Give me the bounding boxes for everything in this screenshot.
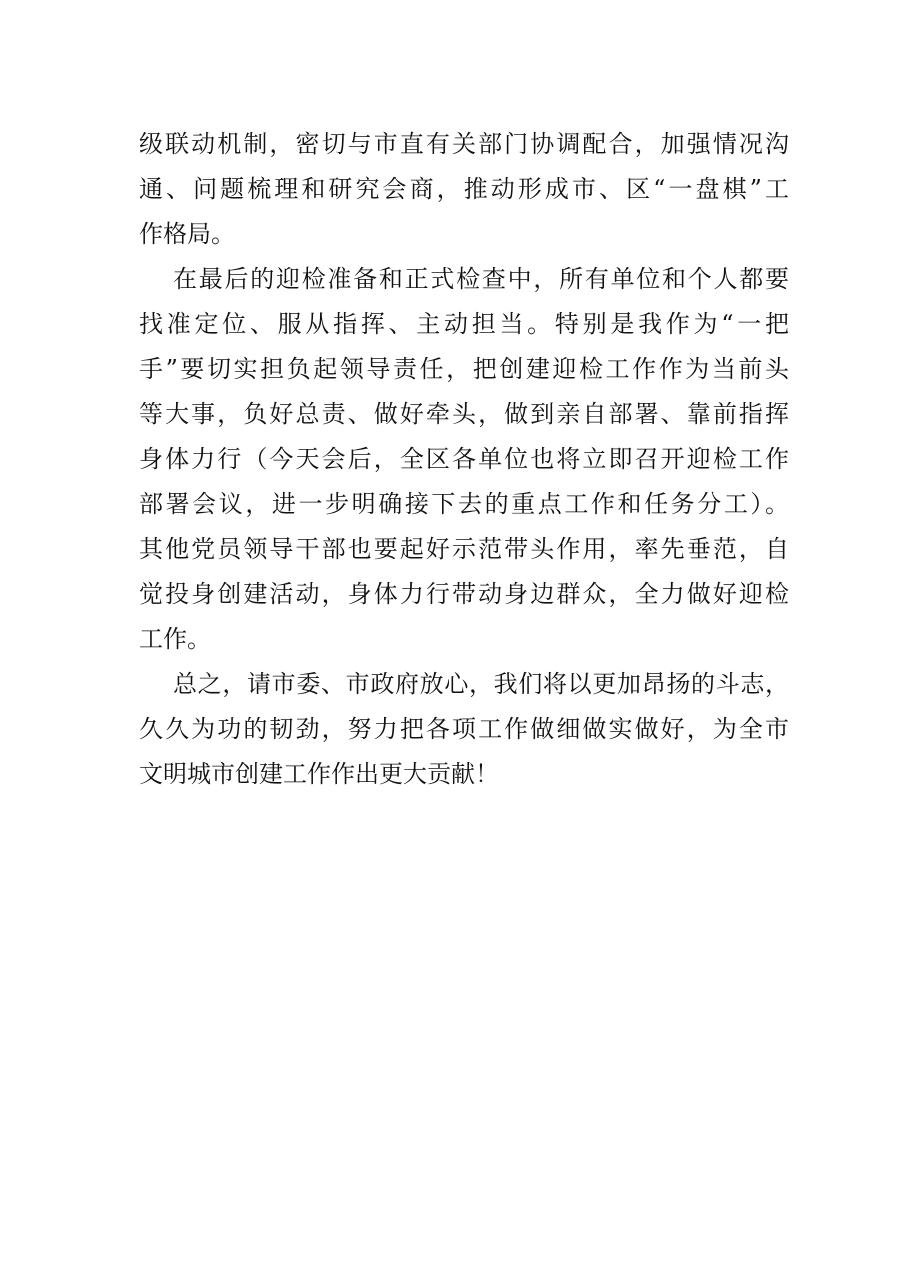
document-body [139, 122, 789, 797]
paragraph-line: 在最后的迎检准备和正式检查中，所有单位和个人都要 [173, 265, 789, 293]
paragraph-line: 其他党员领导干部也要起好示范带头作用，率先垂范，自 [139, 535, 789, 563]
paragraph-line: 手”要切实担负起领导责任，把创建迎检工作作为当前头 [139, 355, 789, 383]
paragraph-2 [139, 257, 789, 662]
paragraph-line: 部署会议，进一步明确接下去的重点工作和任务分工）。 [139, 490, 789, 518]
paragraph-line: 觉投身创建活动，身体力行带动身边群众，全力做好迎检 [139, 580, 789, 608]
paragraph-1 [139, 122, 789, 257]
paragraph-line: 通、问题梳理和研究会商，推动形成市、区“一盘棋”工 [139, 175, 789, 203]
paragraph-line: 找准定位、服从指挥、主动担当。特别是我作为“一把 [139, 310, 789, 338]
paragraph-line: 总之，请市委、市政府放心，我们将以更加昂扬的斗志， [173, 670, 789, 698]
paragraph-line: 身体力行（今天会后，全区各单位也将立即召开迎检工作 [139, 445, 789, 473]
paragraph-line: 作格局。 [139, 220, 235, 248]
paragraph-line: 久久为功的韧劲，努力把各项工作做细做实做好，为全市 [139, 715, 789, 743]
paragraph-3 [139, 662, 789, 797]
paragraph-line: 文明城市创建工作作出更大贡献！ [139, 760, 499, 788]
paragraph-line: 级联动机制，密切与市直有关部门协调配合，加强情况沟 [139, 130, 789, 158]
paragraph-line: 工作。 [139, 625, 211, 653]
paragraph-line: 等大事，负好总责、做好牵头，做到亲自部署、靠前指挥 [139, 400, 789, 428]
